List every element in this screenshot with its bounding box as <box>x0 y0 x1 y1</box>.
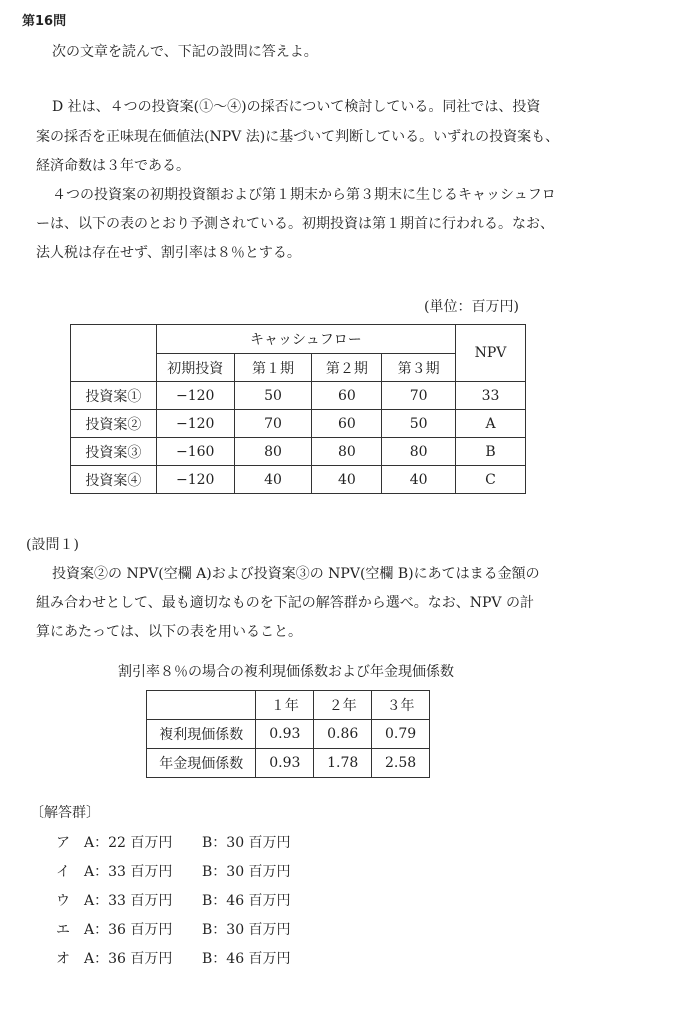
cf-cell: 40 <box>234 466 312 494</box>
cf-npv-header: NPV <box>456 325 526 382</box>
cf-row-name: 投資案② <box>71 410 157 438</box>
cf-cell: 50 <box>234 382 312 410</box>
disc-cell: 1.78 <box>314 749 372 778</box>
answer-b: B：46 百万円 <box>202 893 291 909</box>
cf-cell: 40 <box>312 466 382 494</box>
cf-col-header: 初期投資 <box>156 354 234 382</box>
cf-cell: 80 <box>312 438 382 466</box>
cf-cell: 70 <box>234 410 312 438</box>
cf-cell: 60 <box>312 410 382 438</box>
cf-npv-cell: A <box>456 410 526 438</box>
disc-cell: 2.58 <box>372 749 430 778</box>
subquestion-line1: 投資案②の NPV(空欄 A)および投資案③の NPV(空欄 B)にあてはまる金額の <box>52 566 540 582</box>
cf-col-header: 第２期 <box>312 354 382 382</box>
answer-group-label: 〔解答群〕 <box>30 805 100 821</box>
answer-option <box>56 890 291 910</box>
table-row <box>71 438 526 466</box>
answer-key: イ <box>56 864 70 880</box>
answer-a: A：33 百万円 <box>84 893 173 909</box>
table-row <box>71 410 526 438</box>
intro-text: 次の文章を読んで、下記の設問に答えよ。 <box>52 44 318 60</box>
disc-cell: 0.93 <box>256 749 314 778</box>
answer-key: ウ <box>56 893 70 909</box>
disc-year-header: １年 <box>256 691 314 720</box>
paragraph1-line2: 案の採否を正味現在価値法(NPV 法)に基づいて判断している。いずれの投資案も、 <box>36 129 560 145</box>
disc-cell: 0.79 <box>372 720 430 749</box>
answer-option <box>56 919 291 939</box>
answer-b: B：30 百万円 <box>202 922 291 938</box>
answer-b: B：30 百万円 <box>202 835 291 851</box>
cf-cell: 50 <box>382 410 456 438</box>
question-title: 第16問 <box>22 14 67 29</box>
cf-cell: −120 <box>156 466 234 494</box>
answer-b: B：30 百万円 <box>202 864 291 880</box>
cf-cell: 80 <box>234 438 312 466</box>
answer-key: エ <box>56 922 70 938</box>
disc-cell: 0.93 <box>256 720 314 749</box>
discount-caption: 割引率８％の場合の複利現価係数および年金現価係数 <box>118 664 454 680</box>
cf-npv-cell: B <box>456 438 526 466</box>
cf-cell: 80 <box>382 438 456 466</box>
table-row <box>147 720 430 749</box>
cf-group-header: キャッシュフロー <box>156 325 455 354</box>
cf-cell: 40 <box>382 466 456 494</box>
paragraph1-line3: 経済命数は３年である。 <box>36 158 190 174</box>
answer-a: A：36 百万円 <box>84 951 173 967</box>
disc-year-header: ３年 <box>372 691 430 720</box>
table-row <box>147 749 430 778</box>
paragraph1-line1: D 社は、４つの投資案(①～④)の採否について検討している。同社では、投資 <box>52 99 541 115</box>
answer-a: A：33 百万円 <box>84 864 173 880</box>
paragraph2-line3: 法人税は存在せず、割引率は８％とする。 <box>36 245 301 261</box>
cf-row-name: 投資案③ <box>71 438 157 466</box>
cf-row-name: 投資案① <box>71 382 157 410</box>
cf-npv-cell: C <box>456 466 526 494</box>
cf-col-header: 第１期 <box>234 354 312 382</box>
answer-b: B：46 百万円 <box>202 951 291 967</box>
subquestion-line3: 算にあたっては、以下の表を用いること。 <box>36 624 302 640</box>
cashflow-table <box>70 324 526 494</box>
disc-row-name: 複利現価係数 <box>147 720 256 749</box>
cf-col-header: 第３期 <box>382 354 456 382</box>
disc-corner-cell <box>147 691 256 720</box>
cf-corner-cell <box>71 325 157 382</box>
answer-a: A：22 百万円 <box>84 835 173 851</box>
answer-option <box>56 861 291 881</box>
table-row <box>147 691 430 720</box>
cf-cell: 70 <box>382 382 456 410</box>
disc-cell: 0.86 <box>314 720 372 749</box>
answer-key: オ <box>56 951 70 967</box>
paragraph2-line2: ーは、以下の表のとおり予測されている。初期投資は第１期首に行われる。なお、 <box>36 216 554 232</box>
disc-row-name: 年金現価係数 <box>147 749 256 778</box>
subquestion-label: (設問１) <box>26 537 79 553</box>
cf-cell: −120 <box>156 382 234 410</box>
cf-npv-cell: 33 <box>456 382 526 410</box>
table-row <box>71 382 526 410</box>
answer-a: A：36 百万円 <box>84 922 173 938</box>
cf-row-name: 投資案④ <box>71 466 157 494</box>
cf-cell: 60 <box>312 382 382 410</box>
table-row <box>71 466 526 494</box>
answer-key: ア <box>56 835 70 851</box>
subquestion-line2: 組み合わせとして、最も適切なものを下記の解答群から選べ。なお、NPV の計 <box>36 595 534 611</box>
cf-cell: −120 <box>156 410 234 438</box>
answer-option <box>56 832 291 852</box>
discount-factor-table <box>146 690 430 778</box>
disc-year-header: ２年 <box>314 691 372 720</box>
cf-cell: −160 <box>156 438 234 466</box>
unit-note: (単位：百万円) <box>424 299 519 315</box>
paragraph2-line1: ４つの投資案の初期投資額および第１期末から第３期末に生じるキャッシュフロ <box>52 187 556 203</box>
answer-option <box>56 948 291 968</box>
